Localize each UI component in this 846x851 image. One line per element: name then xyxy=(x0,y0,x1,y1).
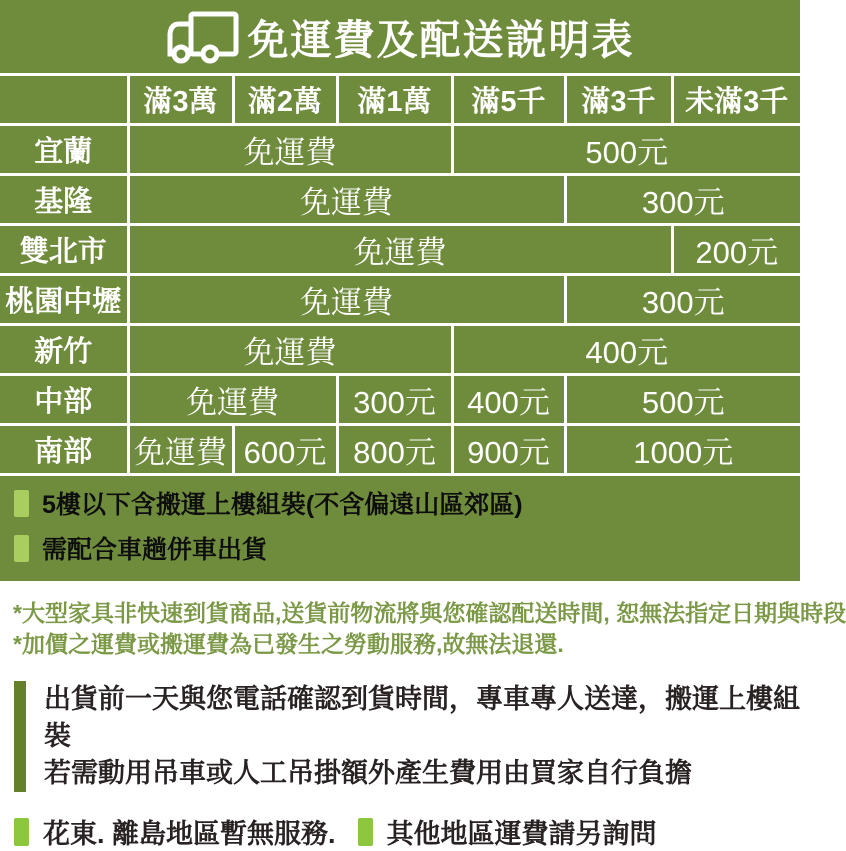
note-combined-shipping xyxy=(14,531,790,565)
fee-cell: 600元 xyxy=(233,425,337,475)
row-label: 宜蘭 xyxy=(0,125,128,175)
fee-cell: 免運費 xyxy=(128,175,565,225)
row-label: 中部 xyxy=(0,375,128,425)
fee-cell: 免運費 xyxy=(128,225,672,275)
square-bullet-icon xyxy=(14,490,29,517)
row-label: 基隆 xyxy=(0,175,128,225)
row-label: 新竹 xyxy=(0,325,128,375)
table-row-south xyxy=(0,425,800,475)
poster-title-bar xyxy=(0,0,800,73)
square-bullet-icon xyxy=(14,535,29,562)
fee-cell: 免運費 xyxy=(128,425,233,475)
fee-cell: 200元 xyxy=(672,225,800,275)
table-row-taipei xyxy=(0,225,800,275)
row-label: 雙北市 xyxy=(0,225,128,275)
fee-cell: 500元 xyxy=(565,375,800,425)
service-note-text: 花東. 離島地區暫無服務. xyxy=(43,819,336,849)
fine-print-line: *大型家具非快速到貨商品,送貨前物流將與您確認配送時間, 恕無法指定日期與時段 xyxy=(13,600,846,626)
fine-print xyxy=(0,581,846,660)
col-header: 滿5千 xyxy=(452,75,565,125)
note-text: 需配合車趟併車出貨 xyxy=(42,536,268,564)
table-row-yilan xyxy=(0,125,800,175)
note-no-service-area xyxy=(14,812,336,851)
table-row-hsinchu xyxy=(0,325,800,375)
page-title: 免運費及配送説明表 xyxy=(247,17,635,63)
col-header: 未滿3千 xyxy=(672,75,800,125)
table-header-row xyxy=(0,75,800,125)
service-notes xyxy=(14,812,800,851)
fee-cell: 800元 xyxy=(337,425,452,475)
fee-cell: 400元 xyxy=(452,375,565,425)
table-row-central xyxy=(0,375,800,425)
fee-cell: 免運費 xyxy=(128,125,452,175)
fee-cell: 300元 xyxy=(565,275,800,325)
row-label: 桃園中壢 xyxy=(0,275,128,325)
shipping-fee-table xyxy=(0,73,800,476)
square-bullet-icon xyxy=(358,818,373,846)
col-header: 滿1萬 xyxy=(337,75,452,125)
fee-cell: 400元 xyxy=(452,325,800,375)
fee-cell: 免運費 xyxy=(128,275,565,325)
corner-cell xyxy=(0,75,128,125)
note-floor-assembly xyxy=(14,486,790,520)
service-note-text: 其他地區運費請另詢問 xyxy=(386,819,657,849)
note-text: 5樓以下含搬運上樓組裝(不含偏遠山區郊區) xyxy=(42,491,523,519)
fee-cell: 300元 xyxy=(337,375,452,425)
green-notes xyxy=(0,476,800,581)
fee-cell: 500元 xyxy=(452,125,800,175)
col-header: 滿2萬 xyxy=(233,75,337,125)
delivery-note-line2: 若需動用吊車或人工吊掛額外產生費用由買家自行負擔 xyxy=(44,758,692,788)
white-section xyxy=(0,581,846,851)
square-bullet-icon xyxy=(14,818,29,846)
fee-cell: 900元 xyxy=(452,425,565,475)
table-row-keelung xyxy=(0,175,800,225)
vertical-bar-icon xyxy=(14,681,26,792)
fee-cell: 免運費 xyxy=(128,375,337,425)
delivery-note-line1: 出貨前一天與您電話確認到貨時間，專車專人送達，搬運上樓組裝 xyxy=(44,684,800,751)
delivery-truck-icon xyxy=(166,12,240,64)
note-other-area-fees xyxy=(358,812,657,851)
col-header: 滿3萬 xyxy=(128,75,233,125)
row-label: 南部 xyxy=(0,425,128,475)
fee-cell: 1000元 xyxy=(565,425,800,475)
col-header: 滿3千 xyxy=(565,75,672,125)
delivery-note-text xyxy=(44,681,800,792)
delivery-note xyxy=(14,681,800,792)
fee-cell: 免運費 xyxy=(128,325,452,375)
fine-print-line: *加價之運費或搬運費為已發生之勞動服務,故無法退還. xyxy=(13,631,564,657)
fee-cell: 300元 xyxy=(565,175,800,225)
table-row-taoyuan xyxy=(0,275,800,325)
